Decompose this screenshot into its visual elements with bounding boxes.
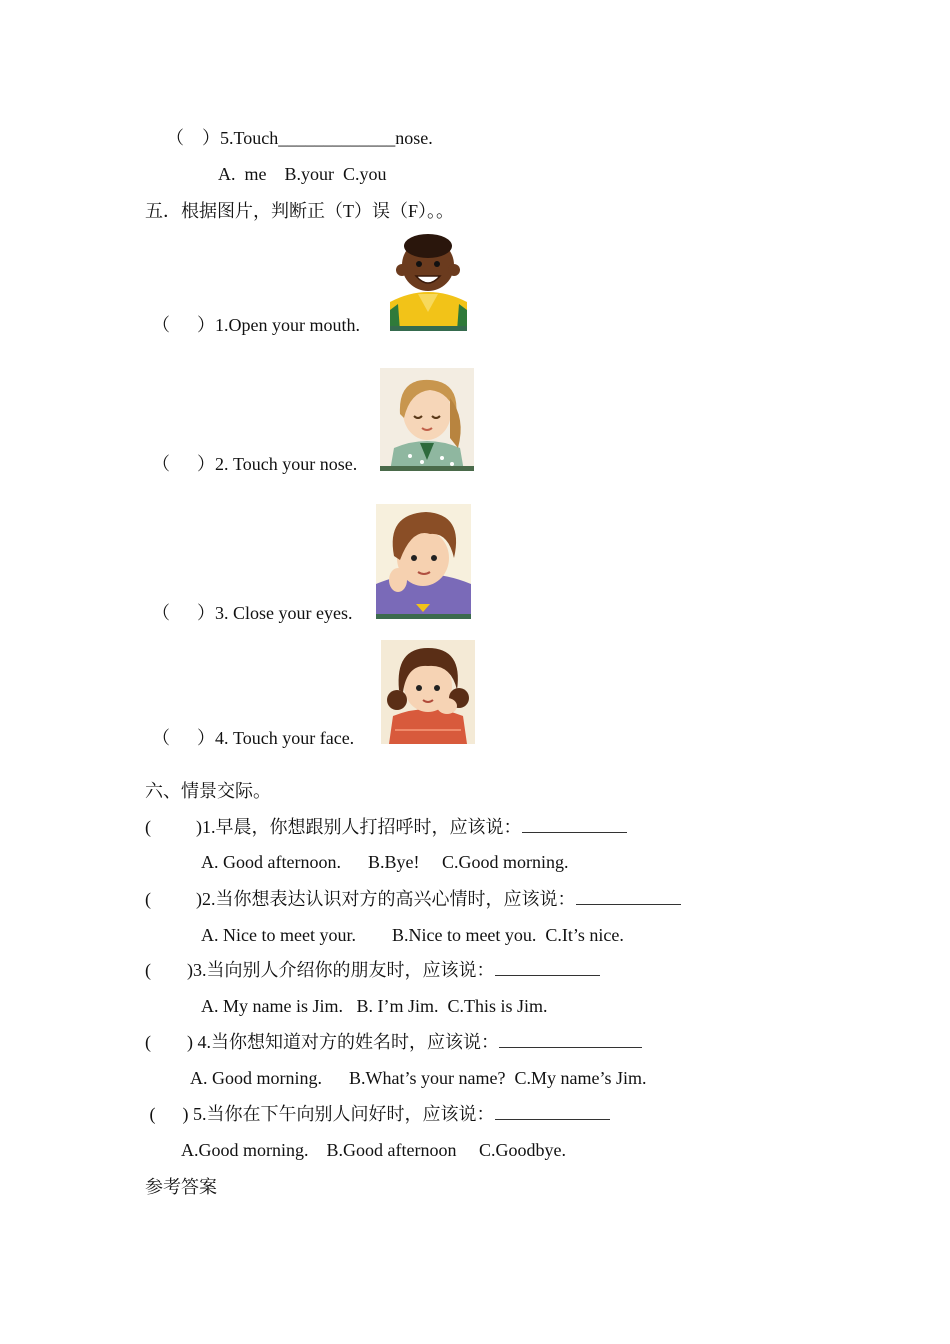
answer-blank[interactable] [499,1031,642,1048]
boy-smiling-picture [388,232,469,331]
girl-eyes-closed-picture [380,368,474,471]
q4-item5-options: A. me B.your C.you [218,164,387,184]
section5-item-3: （ ）3. Close your eyes. [152,603,353,623]
answer-blank[interactable] [495,959,600,976]
boy-touching-face-picture [376,504,471,619]
answer-blank[interactable] [495,1103,610,1120]
section6-item-5-stem: ( ) 5.当你在下午向别人问好时，应该说： [145,1103,610,1125]
section6-item-2-stem: ( )2.当你想表达认识对方的高兴心情时，应该说： [145,888,681,910]
answer-blank[interactable] [522,816,627,833]
section6-item-4-options: A. Good morning. B.What’s your name? C.My name’s Jim. [190,1068,647,1088]
section6-heading: 六、情景交际。 [145,781,271,801]
section5-heading: 五．根据图片，判断正（T）误（F）。。 [145,201,455,221]
answers-heading: 参考答案 [145,1177,217,1197]
section6-item-1-stem: ( )1.早晨，你想跟别人打招呼时，应该说： [145,816,627,838]
section6-item-1-options: A. Good afternoon. B.Bye! C.Good morning. [201,852,569,872]
section5-item-2: （ ）2. Touch your nose. [152,454,358,474]
section5-item-4: （ ）4. Touch your face. [152,728,355,748]
answer-blank[interactable] [576,888,681,905]
section6-item-3-stem: ( )3.当向别人介绍你的朋友时，应该说： [145,959,600,981]
section6-item-2-options: A. Nice to meet your. B.Nice to meet you. C.It’s nice. [201,925,624,945]
section6-item-3-options: A. My name is Jim. B. I’m Jim. C.This is Jim. [201,996,548,1016]
section6-item-4-stem: ( ) 4.当你想知道对方的姓名时，应该说： [145,1031,642,1053]
section6-item-5-options: A.Good morning. B.Good afternoon C.Goodbye. [181,1140,566,1160]
section5-item-1: （ ）1.Open your mouth. [152,315,360,335]
girl-hands-on-face-picture [381,640,475,744]
q4-item5-stem: （ ）5.Touch_____________nose. [166,128,433,148]
